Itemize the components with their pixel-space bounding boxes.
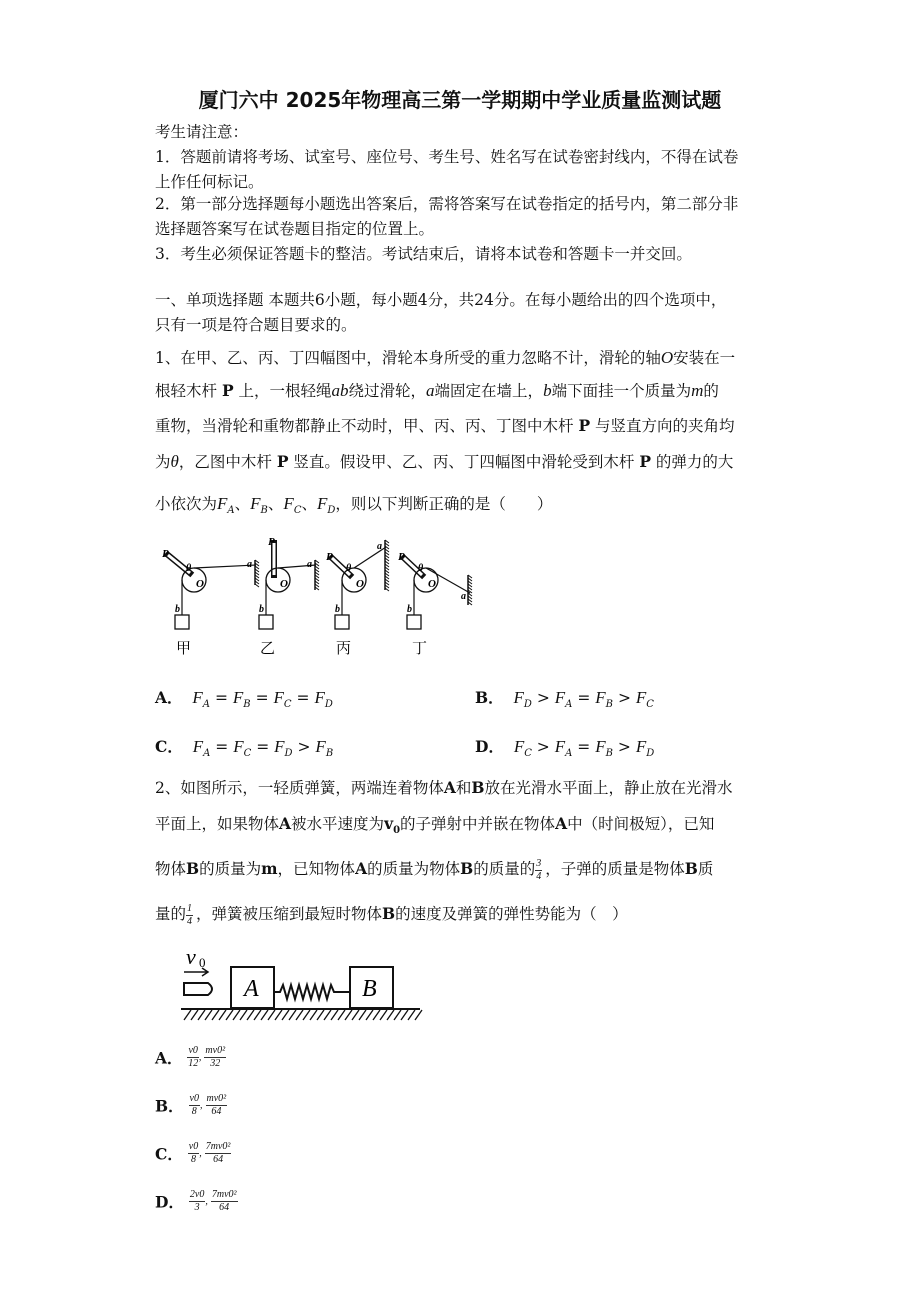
num: 2v0 — [189, 1189, 205, 1200]
option-c[interactable] — [155, 735, 333, 759]
section-heading: 一、单项选择题 本题共6小题，每小题4分，共24分。在每小题给出的四个选项中， — [155, 291, 727, 309]
den: 32 — [210, 1058, 221, 1069]
var: P — [221, 381, 234, 400]
weight — [407, 615, 421, 629]
label-p: P — [398, 551, 405, 563]
var: P — [276, 452, 289, 471]
var: P — [639, 452, 651, 471]
text: 1、在甲、乙、丙、丁四幅图中，滑轮本身所受的重力忽略不计，滑轮的轴 — [155, 349, 661, 367]
var: m — [691, 381, 704, 400]
text: 、 — [267, 495, 284, 513]
label-b: b — [259, 604, 264, 615]
option-c[interactable] — [155, 1141, 234, 1166]
notice-line: 选择题答案写在试卷题目指定的位置上。 — [155, 220, 435, 238]
sub: A — [565, 748, 573, 760]
den: 64 — [213, 1154, 224, 1165]
label-b: b — [335, 604, 340, 615]
weight — [175, 615, 189, 629]
var: F — [316, 494, 328, 513]
bullet-icon — [184, 983, 212, 995]
sub: 0 — [393, 825, 401, 837]
text: 根轻木杆 — [155, 382, 222, 400]
spring — [274, 985, 350, 999]
sep: , — [200, 1099, 203, 1111]
label-p: P — [268, 536, 275, 548]
sub: A — [202, 699, 211, 711]
option-d[interactable] — [155, 1189, 241, 1214]
pulley-figure — [160, 535, 480, 660]
section-heading: 只有一项是符合题目要求的。 — [155, 316, 357, 334]
text: 竖直。假设甲、乙、丙、丁四幅图中滑轮受到木杆 — [288, 453, 640, 471]
fraction — [206, 1093, 228, 1118]
notice-line: 3．考生必须保证答题卡的整洁。考试结束后，请将本试卷和答题卡一并交回。 — [155, 245, 692, 263]
sub: B — [605, 748, 613, 760]
text: 质 — [697, 860, 714, 878]
ground-hatch — [184, 1010, 422, 1020]
figure-caption: 丙 — [336, 639, 352, 657]
text: ，已知物体 — [277, 860, 356, 878]
figure-caption: 丁 — [412, 639, 428, 657]
operator: = — [296, 689, 310, 707]
option-b[interactable] — [475, 686, 654, 710]
sub: D — [523, 699, 532, 711]
sep: , — [199, 1147, 202, 1159]
den: 12 — [188, 1058, 199, 1069]
option-d[interactable] — [475, 735, 654, 759]
label-theta: θ — [346, 563, 352, 574]
num: 1 — [187, 902, 193, 914]
text: 放在光滑水平面上，静止放在光滑水 — [484, 779, 733, 797]
label-o: O — [280, 578, 288, 590]
text: 、 — [301, 495, 317, 513]
fraction — [189, 1189, 205, 1214]
text: ，子弹的质量是物体 — [545, 860, 685, 878]
weight — [335, 615, 349, 629]
var: v — [384, 814, 394, 833]
figure-caption: 乙 — [260, 639, 276, 657]
notice-line: 上作任何标记。 — [155, 173, 264, 191]
var: F — [283, 494, 294, 513]
option-letter: C． — [155, 737, 183, 756]
fraction-3-4 — [535, 858, 542, 883]
text: 和 — [455, 779, 472, 797]
label-o: O — [428, 578, 436, 590]
sub: B — [325, 748, 334, 760]
var: B — [186, 859, 200, 878]
sub: A — [227, 505, 235, 517]
text: 安装在一 — [673, 349, 736, 367]
num: 7mv0² — [205, 1141, 231, 1152]
sub: B — [243, 699, 251, 711]
var: F — [250, 494, 261, 513]
operator: > — [617, 689, 631, 707]
var: B — [471, 778, 485, 797]
var: F — [554, 688, 566, 707]
var: F — [635, 737, 647, 756]
var: O — [660, 348, 674, 367]
text: 平面上，如果物体 — [155, 815, 280, 833]
option-letter: A． — [155, 1048, 183, 1068]
v0-sub: 0 — [199, 955, 206, 970]
fraction — [188, 1141, 199, 1166]
var: θ — [170, 452, 179, 471]
text: 重物，当滑轮和重物都静止不动时，甲、丙、丙、丁图中木杆 — [155, 417, 579, 435]
option-letter: D． — [155, 1192, 184, 1212]
sub: B — [605, 699, 614, 711]
var: a — [426, 381, 435, 400]
var: A — [555, 814, 568, 833]
sub: B — [260, 505, 268, 517]
text: 与竖直方向的夹角均 — [590, 417, 735, 435]
label-o: O — [356, 578, 364, 590]
operator: = — [214, 689, 228, 707]
text: 、 — [234, 495, 251, 513]
label-a: a — [307, 559, 312, 570]
var: B — [382, 904, 396, 923]
text: 端固定在墙上， — [434, 382, 544, 400]
label-b: b — [407, 604, 412, 615]
sub: C — [293, 505, 302, 517]
notice-heading: 考生请注意： — [155, 123, 249, 141]
text: 中（时间极短），已知 — [567, 815, 715, 833]
option-letter: D． — [475, 737, 504, 756]
text: 小依次为 — [155, 495, 218, 513]
text: 的质量为物体 — [367, 860, 461, 878]
text: 的质量的 — [473, 860, 536, 878]
den: 3 — [194, 1202, 200, 1213]
label-p: P — [162, 548, 169, 560]
operator: = — [255, 689, 269, 707]
option-letter: A． — [155, 688, 183, 707]
option-letter: B． — [475, 688, 504, 707]
var: A — [355, 859, 368, 878]
option-a[interactable] — [155, 686, 333, 710]
var: A — [443, 778, 456, 797]
option-a[interactable] — [155, 1045, 229, 1070]
label-p: P — [326, 551, 333, 563]
notice-line: 1．答题前请将考场、试室号、座位号、考生号、姓名写在试卷密封线内，不得在试卷 — [155, 148, 739, 166]
operator: = — [577, 738, 591, 756]
text: 为 — [155, 453, 171, 471]
weight — [259, 615, 273, 629]
wall-hatch — [255, 584, 259, 587]
num: 7mv0² — [211, 1189, 237, 1200]
fraction — [187, 1045, 198, 1070]
var: P — [578, 416, 591, 435]
text: 上，一根轻绳 — [233, 382, 332, 400]
text: 的子弹射中并嵌在物体 — [400, 815, 556, 833]
var: B — [460, 859, 474, 878]
den: 64 — [219, 1202, 230, 1213]
option-letter: C． — [155, 1144, 183, 1164]
label-a: a — [461, 591, 466, 602]
operator: = — [215, 738, 229, 756]
operator: > — [536, 738, 550, 756]
text: 量的 — [155, 905, 187, 923]
var: F — [315, 737, 326, 756]
notice-line: 2．第一部分选择题每小题选出答案后，需将答案写在试卷指定的括号内，第二部分非 — [155, 195, 739, 213]
var: F — [595, 688, 606, 707]
operator: = — [577, 689, 591, 707]
text: ，则以下判断正确的是（ ） — [335, 495, 553, 513]
operator: > — [536, 689, 550, 707]
sub: C — [283, 699, 292, 711]
sub: D — [646, 748, 655, 760]
var: F — [274, 737, 285, 756]
figure-caption: 甲 — [176, 639, 192, 657]
sub: C — [646, 699, 654, 711]
var: B — [684, 859, 698, 878]
label-theta: θ — [418, 563, 424, 574]
var: F — [554, 737, 566, 756]
label-b: b — [175, 604, 180, 615]
var: F — [232, 688, 244, 707]
den: 8 — [191, 1154, 196, 1165]
var: F — [513, 688, 524, 707]
num: 3 — [536, 857, 542, 869]
text: 的弹力的大 — [650, 453, 734, 471]
text: 的速度及弹簧的弹性势能为（ ） — [395, 905, 628, 923]
var: F — [273, 688, 284, 707]
arrow-icon — [184, 968, 208, 976]
var: b — [543, 381, 552, 400]
var: F — [217, 494, 228, 513]
text: 端下面挂一个质量为 — [551, 382, 692, 400]
label-a: a — [247, 559, 252, 570]
option-b[interactable] — [155, 1093, 230, 1118]
var: m — [261, 859, 278, 878]
den: 4 — [187, 915, 193, 927]
text: 的质量为 — [199, 860, 262, 878]
operator: = — [256, 738, 270, 756]
text: ，乙图中木杆 — [178, 453, 277, 471]
var: F — [192, 737, 204, 756]
text: 被水平速度为 — [291, 815, 385, 833]
page-title: 厦门六中 2025年物理高三第一学期期中学业质量监测试题 — [198, 88, 722, 112]
fraction — [204, 1045, 226, 1070]
sub: C — [243, 748, 252, 760]
text: 2、如图所示，一轻质弹簧，两端连着物体 — [155, 779, 444, 797]
label-theta: θ — [186, 563, 192, 574]
text: ，弹簧被压缩到最短时物体 — [196, 905, 383, 923]
sub: D — [284, 748, 293, 760]
var: F — [233, 737, 244, 756]
text: 物体 — [155, 860, 187, 878]
num: v0 — [189, 1093, 199, 1104]
var: A — [279, 814, 292, 833]
sub: A — [203, 748, 211, 760]
text: 的 — [703, 382, 719, 400]
var: F — [314, 688, 325, 707]
operator: > — [297, 738, 311, 756]
num: v0 — [188, 1045, 198, 1056]
fraction — [211, 1189, 238, 1214]
label-a: a — [377, 541, 382, 552]
var: F — [192, 688, 203, 707]
sep: , — [198, 1051, 202, 1063]
num: v0 — [188, 1141, 199, 1152]
den: 8 — [191, 1106, 197, 1117]
fraction — [205, 1141, 232, 1166]
num: mv0² — [206, 1093, 227, 1104]
operator: > — [617, 738, 631, 756]
sub: C — [524, 748, 532, 760]
var: F — [595, 737, 606, 756]
text: 绕过滑轮， — [348, 382, 427, 400]
sub: A — [565, 699, 573, 711]
block-a-label: A — [244, 976, 259, 1002]
fraction — [189, 1093, 200, 1118]
block-b-label: B — [362, 976, 377, 1002]
label-o: O — [196, 578, 204, 590]
sub: D — [324, 699, 333, 711]
v0-label: v — [186, 944, 196, 969]
var: ab — [331, 381, 349, 400]
var: F — [513, 737, 525, 756]
sub: D — [327, 505, 336, 517]
fraction-1-4 — [186, 903, 193, 928]
den: 64 — [211, 1106, 222, 1117]
den: 4 — [536, 870, 542, 882]
var: F — [635, 688, 647, 707]
spring-blocks-figure — [178, 942, 423, 1024]
sep: , — [205, 1195, 208, 1207]
option-letter: B． — [155, 1096, 184, 1116]
num: mv0² — [205, 1045, 226, 1056]
